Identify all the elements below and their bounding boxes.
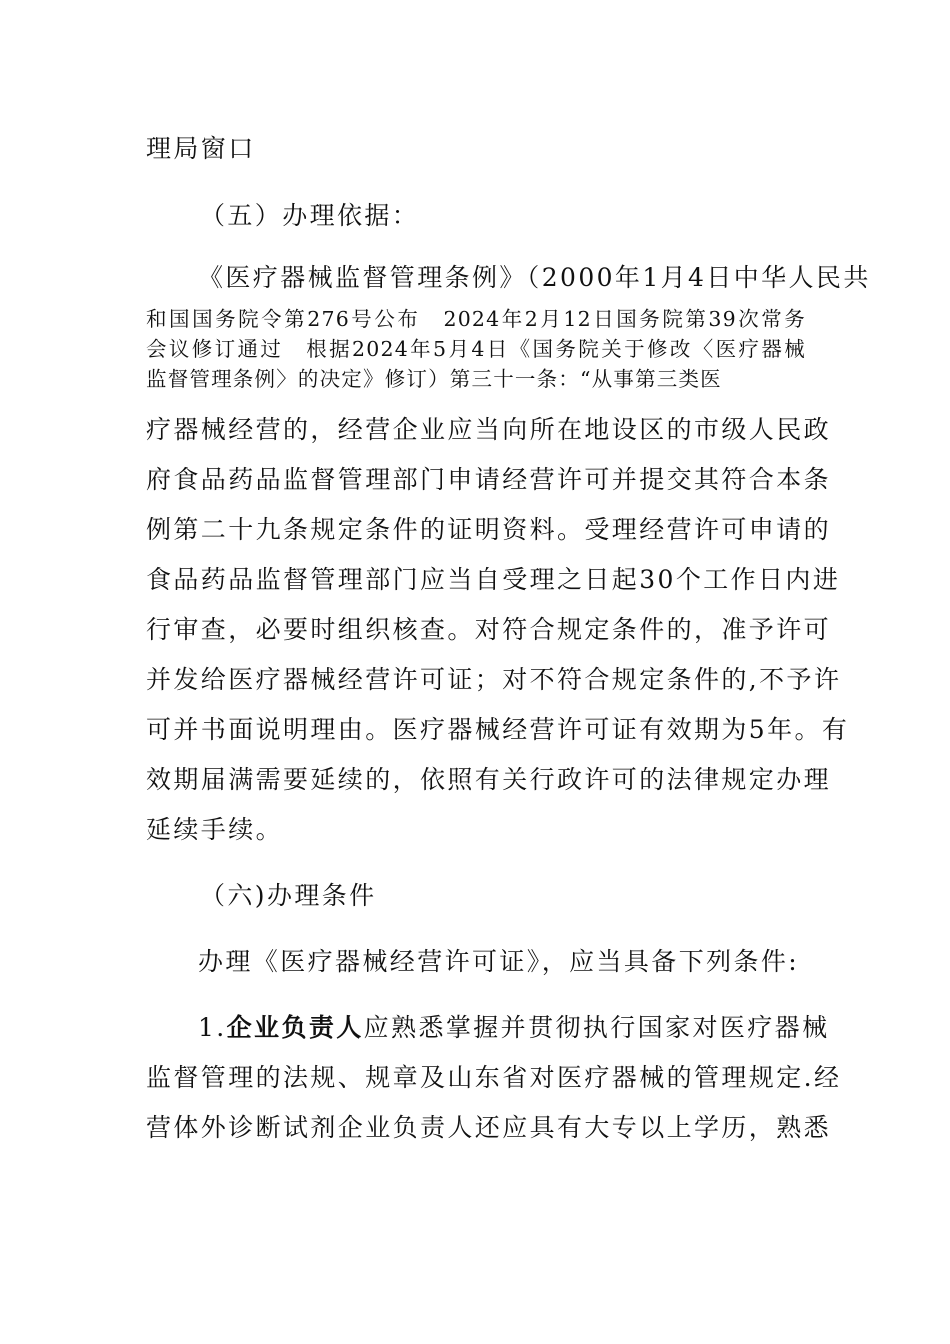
text-line-20: 营体外诊断试剂企业负责人还应具有大专以上学历，熟悉 (146, 1113, 832, 1142)
text-line-1: 理局窗口 (146, 134, 256, 163)
text-line-7: 疗器械经营的，经营企业应当向所在地设区的市级人民政 (146, 415, 832, 444)
text-line-19: 监督管理的法规、规章及山东省对医疗器械的管理规定.经 (146, 1063, 842, 1092)
item-number: 1. (198, 1013, 227, 1042)
bold-term: 企业负责人 (226, 1013, 364, 1042)
text-line-3: 《医疗器械监督管理条例》（2000年1月4日中华人民共 (198, 263, 871, 292)
text-line-5: 会议修订通过 根据2024年5月4日《国务院关于修改〈医疗器械 (146, 337, 806, 361)
item-1-line (198, 1012, 830, 1044)
text-line-10: 食品药品监督管理部门应当自受理之日起30个工作日内进 (146, 565, 841, 594)
text-line-11: 行审查，必要时组织核查。对符合规定条件的，准予许可 (146, 615, 832, 644)
text-line-8: 府食品药品监督管理部门申请经营许可并提交其符合本条 (146, 465, 832, 494)
text-line-12: 并发给医疗器械经营许可证；对不符合规定条件的,不予许 (146, 665, 842, 694)
text-line-17: 办理《医疗器械经营许可证》，应当具备下列条件: (198, 947, 800, 976)
text-line-13: 可并书面说明理由。医疗器械经营许可证有效期为5年。有 (146, 715, 850, 744)
text-line-6a: 监督管理条例〉的决定》修订）第三十一条：“从事第三类医 (146, 367, 722, 391)
section-heading-5: （五）办理依据： (200, 201, 420, 230)
item-text: 应熟悉掌握并贯彻执行国家对医疗器械 (363, 1013, 830, 1042)
text-line-9: 例第二十九条规定条件的证明资料。受理经营许可申请的 (146, 515, 832, 544)
text-line-4: 和国国务院令第276号公布 2024年2月12日国务院第39次常务 (146, 307, 806, 331)
text-line-15: 延续手续。 (146, 815, 284, 844)
section-heading-6: （六)办理条件 (200, 881, 377, 910)
text-line-14: 效期届满需要延续的，依照有关行政许可的法律规定办理 (146, 765, 832, 794)
